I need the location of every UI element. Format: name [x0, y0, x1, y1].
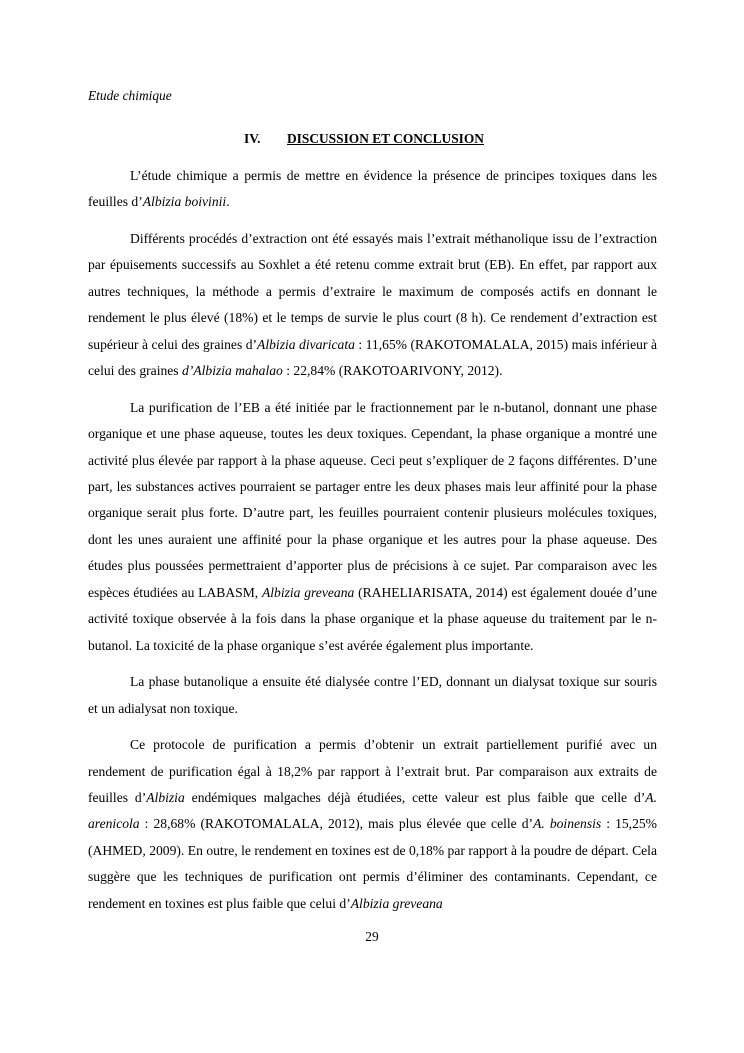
- species-name: Albizia greveana: [261, 584, 355, 600]
- species-name: Albizia boivinii: [142, 194, 227, 210]
- paragraph-text: Différents procédés d’extraction ont été essayés mais l’extrait méthanolique issu de l’extraction par épuisements successifs au Soxhlet a été retenu comme extrait brut (EB). En effet, par rapport aux autres techniques, la méthode a permis d’extraire le maximum de composés actifs en donnant le rendement le plus élevé (18%) et le temps de survie le plus court (8 h). Ce rendement d’extraction est supérieur à celui des graines d’: [88, 230, 657, 352]
- paragraph-3: [88, 395, 657, 660]
- paragraph-4: [88, 669, 657, 722]
- species-name: A. arenicola: [88, 789, 657, 832]
- page-number: 29: [365, 929, 379, 944]
- body-text: [88, 163, 657, 927]
- paragraph-text: (RAHELIARISATA, 2014) est également douée d’une activité toxique observée à la fois dans la phase organique et la phase aqueuse du traitement par le n-butanol. La toxicité de la phase organique s’est avérée également plus importante.: [88, 584, 657, 653]
- paragraph-text: La purification de l’EB a été initiée par le fractionnement par le n-butanol, donnant une phase organique et une phase aqueuse, toutes les deux toxiques. Cependant, la phase organique a montré une activité plus élevée par rapport à la phase aqueuse. Ceci peut s’expliquer de 2 façons différentes. D’une part, les substances actives pourraient se partager entre les deux phases mais leur affinité pour la phase organique serait plus forte. D’autre part, les feuilles pourraient contenir plusieurs molécules toxiques, dont les unes auraient une affinité pour la phase organique et les autres pour la phase aqueuse. Des études plus poussées permettraient d’apporter plus de précisions à ce sujet. Par comparaison avec les espèces étudiées au LABASM,: [88, 399, 657, 600]
- paragraph-1: [88, 163, 657, 216]
- paragraph-2: [88, 226, 657, 385]
- species-name: Albizia divaricata: [257, 336, 355, 352]
- paragraph-text: : 28,68% (RAKOTOMALALA, 2012), mais plus élevée que celle d’: [139, 816, 534, 832]
- species-name: A. boinensis: [533, 816, 602, 832]
- paragraph-text: : 22,84% (RAKOTOARIVONY, 2012).: [282, 363, 503, 379]
- paragraph-text: La phase butanolique a ensuite été dialysée contre l’ED, donnant un dialysat toxique sur souris et un adialysat non toxique.: [88, 674, 657, 716]
- paragraph-text: : 15,25% (AHMED, 2009). En outre, le rendement en toxines est de 0,18% par rapport à la poudre de départ. Cela suggère que les techniques de purification ont permis d’éliminer des contaminants. Cependant, ce rendement en toxines est plus faible que celui d’: [88, 816, 658, 911]
- paragraph-text: Ce protocole de purification a permis d’obtenir un extrait partiellement purifié avec un rendement de purification égal à 18,2% par rapport à l’extrait brut. Par comparaison aux extraits de feuilles d’: [88, 737, 657, 805]
- species-name: Albizia: [146, 789, 185, 805]
- paragraph-text: endémiques malgaches déjà étudiées, cette valeur est plus faible que celle d’: [184, 789, 646, 805]
- paragraph-text: .: [226, 194, 230, 210]
- section-title: DISCUSSION ET CONCLUSION: [287, 131, 484, 146]
- paragraph-text: L’étude chimique a permis de mettre en évidence la présence de principes toxiques dans les feuilles d’: [88, 168, 657, 210]
- paragraph-5: [88, 732, 657, 917]
- section-number: IV.: [244, 131, 261, 146]
- species-name: Albizia greveana: [350, 895, 443, 911]
- running-header: Etude chimique: [88, 88, 172, 103]
- species-name: d’Albizia mahalao: [182, 363, 283, 379]
- paragraph-text: : 11,65% (RAKOTOMALALA, 2015) mais inférieur à celui des graines: [88, 336, 657, 379]
